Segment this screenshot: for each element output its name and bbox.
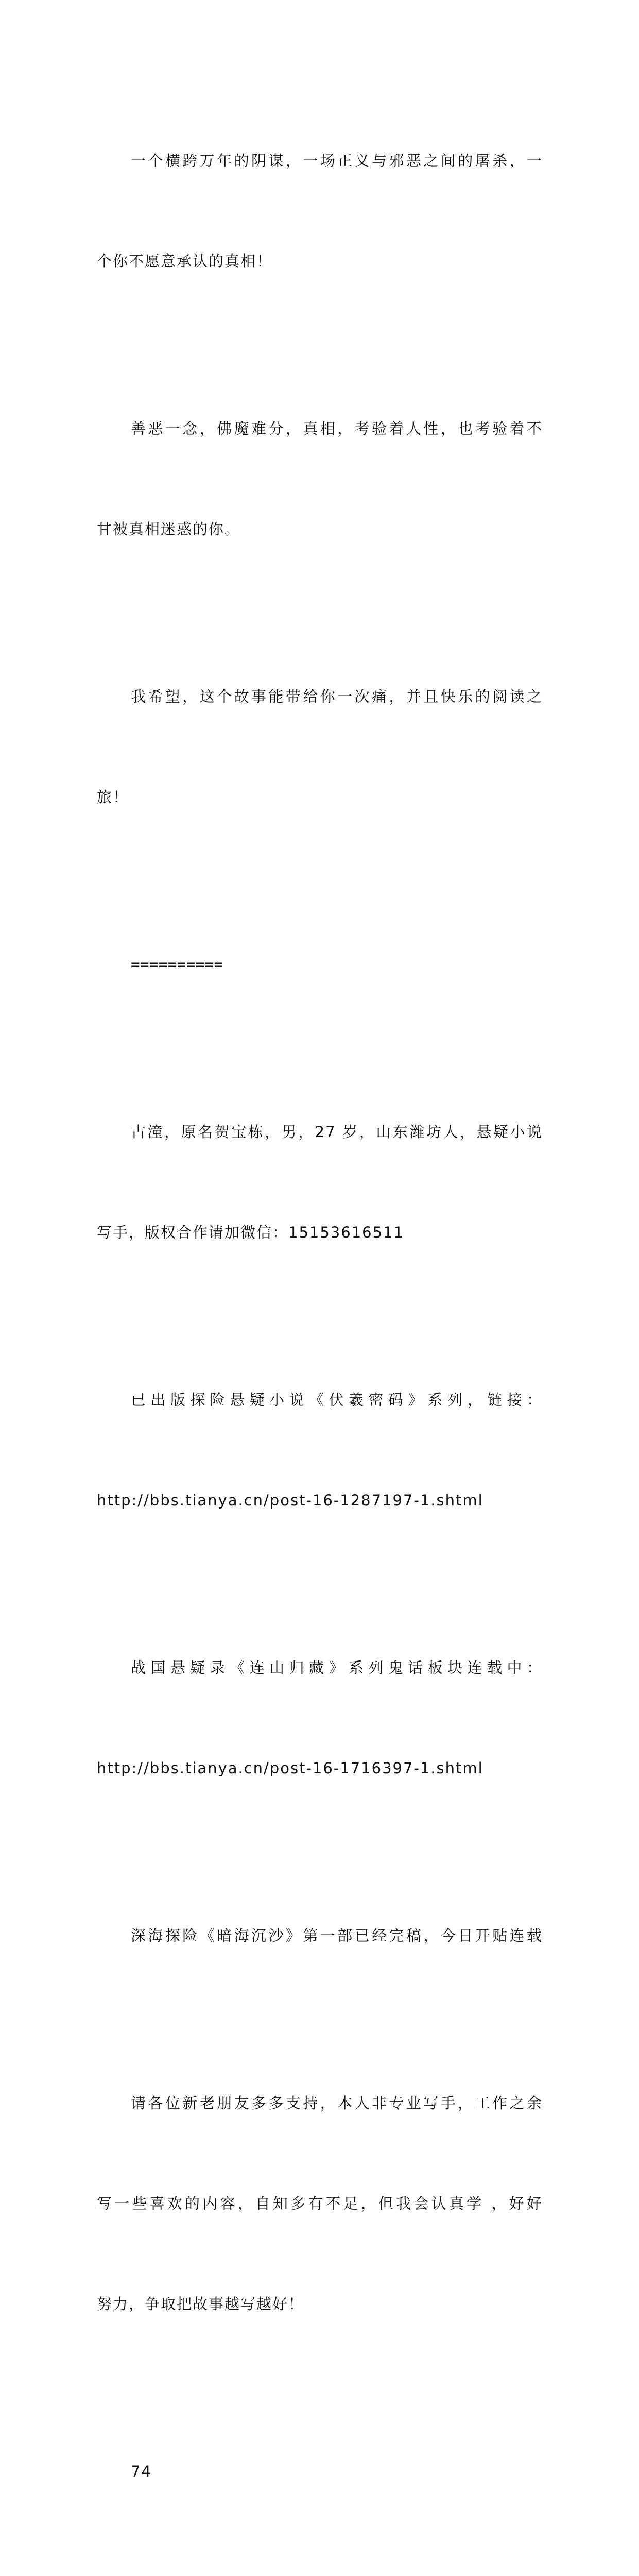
separator-text: ========== bbox=[131, 956, 223, 973]
text-line: 一个横跨万年的阴谋，一场正义与邪恶之间的屠杀，一 bbox=[131, 152, 543, 170]
series-link: http://bbs.tianya.cn/post-16-1716397-1.shtml bbox=[97, 1759, 483, 1777]
paragraph-intro-3 bbox=[97, 613, 543, 881]
count-unit bbox=[97, 2555, 543, 2576]
paragraph-intro-2 bbox=[97, 345, 543, 613]
text-line: 写一些喜欢的内容，自知多有不足，但我会认真学 ，好好 bbox=[97, 2195, 543, 2212]
new-series-notice bbox=[97, 1852, 543, 2020]
published-series bbox=[97, 1316, 543, 1584]
separator-line bbox=[97, 881, 543, 1048]
text-line: 古潼，原名贺宝栋，男，27 岁，山东潍坊人，悬疑小说 bbox=[131, 1123, 543, 1141]
text-line: 甘被真相迷惑的你。 bbox=[97, 520, 241, 538]
author-bio bbox=[97, 1048, 543, 1316]
text-line: 已出版探险悬疑小说《伏羲密码》系列，链接： bbox=[131, 1391, 543, 1409]
support-request bbox=[97, 2020, 543, 2388]
count-number bbox=[97, 2388, 543, 2555]
series-link: http://bbs.tianya.cn/post-16-1287197-1.shtml bbox=[97, 1492, 483, 1509]
text-line: 74 bbox=[131, 2463, 152, 2480]
text-line: 努力，争取把故事越写越好！ bbox=[97, 2295, 305, 2313]
ongoing-series bbox=[97, 1584, 543, 1852]
text-line: 我希望，这个故事能带给你一次痛，并且快乐的阅读之 bbox=[131, 688, 543, 705]
text-line: 请各位新老朋友多多支持，本人非专业写手，工作之余 bbox=[131, 2094, 543, 2112]
text-line: 旅！ bbox=[97, 788, 129, 806]
text-line: 写手，版权合作请加微信：15153616511 bbox=[97, 1224, 404, 1241]
text-line: 个你不愿意承认的真相！ bbox=[97, 252, 273, 270]
text-line: 深海探险《暗海沉沙》第一部已经完稿，今日开贴连载 bbox=[131, 1927, 543, 1944]
text-line: 善恶一念，佛魔难分，真相，考验着人性，也考验着不 bbox=[131, 420, 543, 437]
paragraph-intro-1 bbox=[97, 77, 543, 345]
document-page bbox=[97, 77, 543, 2576]
text-line: 战国悬疑录《连山归藏》系列鬼话板块连载中： bbox=[131, 1659, 543, 1676]
